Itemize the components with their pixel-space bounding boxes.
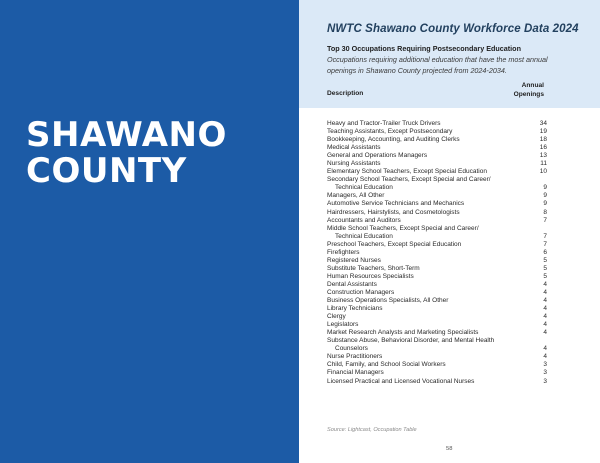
annual-openings-value: 6 bbox=[543, 248, 547, 256]
occupation-name: Teaching Assistants, Except Postsecondary bbox=[327, 128, 453, 136]
occupation-description bbox=[327, 337, 494, 353]
occupation-name: Dental Assistants bbox=[327, 280, 377, 288]
occupation-name: Nurse Practitioners bbox=[327, 353, 383, 361]
occupation-name: Business Operations Specialists, All Other bbox=[327, 297, 449, 305]
page-number: 58 bbox=[446, 446, 453, 452]
occupation-description bbox=[327, 192, 384, 200]
table-row bbox=[327, 321, 547, 329]
annual-openings-value: 11 bbox=[540, 160, 547, 168]
annual-openings-value: 5 bbox=[543, 272, 547, 280]
occupation-description bbox=[327, 168, 487, 176]
occupation-name: Nursing Assistants bbox=[327, 160, 381, 168]
table-row bbox=[327, 192, 547, 200]
occupation-name: Preschool Teachers, Except Special Education bbox=[327, 240, 462, 248]
table-row bbox=[327, 353, 547, 361]
table-row bbox=[327, 136, 547, 144]
occupation-name: Automotive Service Technicians and Mechanics bbox=[327, 200, 465, 208]
occupation-description bbox=[327, 257, 381, 265]
table-row bbox=[327, 297, 547, 305]
county-panel bbox=[0, 0, 299, 463]
table-row bbox=[327, 128, 547, 136]
county-title bbox=[26, 117, 227, 189]
occupation-description bbox=[327, 209, 460, 217]
occupation-table bbox=[327, 120, 547, 386]
occupation-description bbox=[327, 144, 380, 152]
occupation-description bbox=[327, 249, 360, 257]
table-row bbox=[327, 265, 547, 273]
occupation-description bbox=[327, 305, 383, 313]
annual-openings-value: 3 bbox=[543, 361, 547, 369]
occupation-description bbox=[327, 361, 446, 369]
column-header-openings-line1: Annual bbox=[521, 82, 544, 89]
table-row bbox=[327, 305, 547, 313]
annual-openings-value: 18 bbox=[539, 136, 547, 144]
table-row bbox=[327, 257, 547, 265]
occupation-name: Elementary School Teachers, Except Special Education bbox=[327, 168, 487, 176]
occupation-name: Substitute Teachers, Short-Term bbox=[327, 264, 420, 272]
occupation-name: Secondary School Teachers, Except Special and Career/ bbox=[327, 176, 491, 184]
annual-openings-value: 9 bbox=[543, 200, 547, 208]
table-row bbox=[327, 168, 547, 176]
column-header-openings bbox=[514, 81, 544, 99]
occupation-name: Clergy bbox=[327, 313, 346, 321]
occupation-description bbox=[327, 241, 461, 249]
table-row bbox=[327, 249, 547, 257]
occupation-description bbox=[327, 329, 478, 337]
table-row bbox=[327, 289, 547, 297]
annual-openings-value: 7 bbox=[543, 240, 547, 248]
column-header-description: Description bbox=[327, 90, 364, 97]
annual-openings-value: 4 bbox=[543, 313, 547, 321]
occupation-description bbox=[327, 176, 491, 192]
document-title: NWTC Shawano County Workforce Data 2024 bbox=[327, 23, 579, 35]
table-row bbox=[327, 200, 547, 208]
occupation-description bbox=[327, 265, 420, 273]
occupation-description bbox=[327, 160, 380, 168]
occupation-name: Market Research Analysts and Marketing Specialists bbox=[327, 329, 479, 337]
table-row bbox=[327, 209, 547, 217]
table-row bbox=[327, 144, 547, 152]
occupation-description bbox=[327, 321, 358, 329]
occupation-name: Human Resources Specialists bbox=[327, 272, 414, 280]
occupation-description bbox=[327, 120, 441, 128]
table-row bbox=[327, 273, 547, 281]
occupation-name-continued: Technical Education bbox=[335, 184, 393, 192]
annual-openings-value: 3 bbox=[543, 369, 547, 377]
occupation-description bbox=[327, 369, 384, 377]
occupation-name: Licensed Practical and Licensed Vocational Nurses bbox=[327, 377, 475, 385]
table-row bbox=[327, 241, 547, 249]
annual-openings-value: 13 bbox=[539, 152, 547, 160]
table-row bbox=[327, 120, 547, 128]
occupation-name-continued: Counselors bbox=[335, 345, 368, 353]
county-title-line1: SHAWANO bbox=[26, 115, 227, 155]
occupation-name: Registered Nurses bbox=[327, 256, 381, 264]
annual-openings-value: 7 bbox=[543, 216, 547, 224]
annual-openings-value: 4 bbox=[543, 353, 547, 361]
annual-openings-value: 5 bbox=[543, 264, 547, 272]
occupation-description bbox=[327, 136, 460, 144]
annual-openings-value: 4 bbox=[543, 288, 547, 296]
occupation-description bbox=[327, 217, 401, 225]
occupation-name: Hairdressers, Hairstylists, and Cosmetologists bbox=[327, 208, 460, 216]
occupation-name: Heavy and Tractor-Trailer Truck Drivers bbox=[327, 120, 441, 127]
table-row bbox=[327, 225, 547, 241]
table-row bbox=[327, 378, 547, 386]
occupation-name: Medical Assistants bbox=[327, 144, 381, 152]
annual-openings-value: 4 bbox=[543, 305, 547, 313]
occupation-name: Financial Managers bbox=[327, 369, 384, 377]
county-title-line2: COUNTY bbox=[26, 151, 187, 191]
occupation-name: Accountants and Auditors bbox=[327, 216, 401, 224]
occupation-name: Firefighters bbox=[327, 248, 360, 256]
annual-openings-value: 3 bbox=[543, 377, 547, 385]
annual-openings-value: 4 bbox=[543, 297, 547, 305]
column-header-openings-line2: Openings bbox=[513, 91, 544, 98]
occupation-name-continued: Technical Education bbox=[335, 232, 393, 240]
occupation-description bbox=[327, 297, 448, 305]
occupation-name: Legislators bbox=[327, 321, 359, 329]
table-row bbox=[327, 160, 547, 168]
occupation-name: Child, Family, and School Social Workers bbox=[327, 361, 446, 369]
annual-openings-value: 4 bbox=[543, 329, 547, 337]
occupation-description bbox=[327, 313, 346, 321]
occupation-description bbox=[327, 152, 427, 160]
occupation-description bbox=[327, 289, 394, 297]
annual-openings-value: 16 bbox=[539, 144, 547, 152]
table-row bbox=[327, 152, 547, 160]
occupation-name: General and Operations Managers bbox=[327, 152, 428, 160]
annual-openings-value: 19 bbox=[539, 128, 547, 136]
table-row bbox=[327, 369, 547, 377]
occupation-description bbox=[327, 281, 377, 289]
annual-openings-value: 9 bbox=[543, 192, 547, 200]
table-subtitle: Occupations requiring additional education that have the most annual openings in Shawano County projected from 2024-2034. bbox=[327, 55, 548, 75]
occupation-name: Managers, All Other bbox=[327, 192, 385, 200]
annual-openings-value: 4 bbox=[543, 345, 547, 353]
annual-openings-value: 10 bbox=[539, 168, 547, 176]
table-row bbox=[327, 313, 547, 321]
table-row bbox=[327, 337, 547, 353]
annual-openings-value: 8 bbox=[543, 208, 547, 216]
table-title: Top 30 Occupations Requiring Postsecondary Education bbox=[327, 44, 521, 53]
occupation-description bbox=[327, 353, 382, 361]
occupation-name: Substance Abuse, Behavioral Disorder, and Mental Health bbox=[327, 337, 495, 345]
table-row bbox=[327, 361, 547, 369]
table-row bbox=[327, 329, 547, 337]
occupation-name: Construction Managers bbox=[327, 288, 395, 296]
annual-openings-value: 34 bbox=[539, 120, 547, 127]
occupation-description bbox=[327, 200, 464, 208]
annual-openings-value: 9 bbox=[543, 184, 547, 192]
occupation-description bbox=[327, 378, 474, 386]
annual-openings-value: 4 bbox=[543, 321, 547, 329]
table-row bbox=[327, 217, 547, 225]
table-row bbox=[327, 281, 547, 289]
source-note: Source: Lightcast, Occupation Table bbox=[327, 427, 417, 433]
occupation-name: Middle School Teachers, Except Special and Career/ bbox=[327, 224, 479, 232]
occupation-description bbox=[327, 128, 452, 136]
annual-openings-value: 7 bbox=[543, 232, 547, 240]
table-row bbox=[327, 176, 547, 192]
occupation-name: Bookkeeping, Accounting, and Auditing Clerks bbox=[327, 136, 460, 144]
annual-openings-value: 4 bbox=[543, 280, 547, 288]
occupation-description bbox=[327, 273, 414, 281]
occupation-description bbox=[327, 225, 479, 241]
annual-openings-value: 5 bbox=[543, 256, 547, 264]
occupation-name: Library Technicians bbox=[327, 305, 383, 313]
